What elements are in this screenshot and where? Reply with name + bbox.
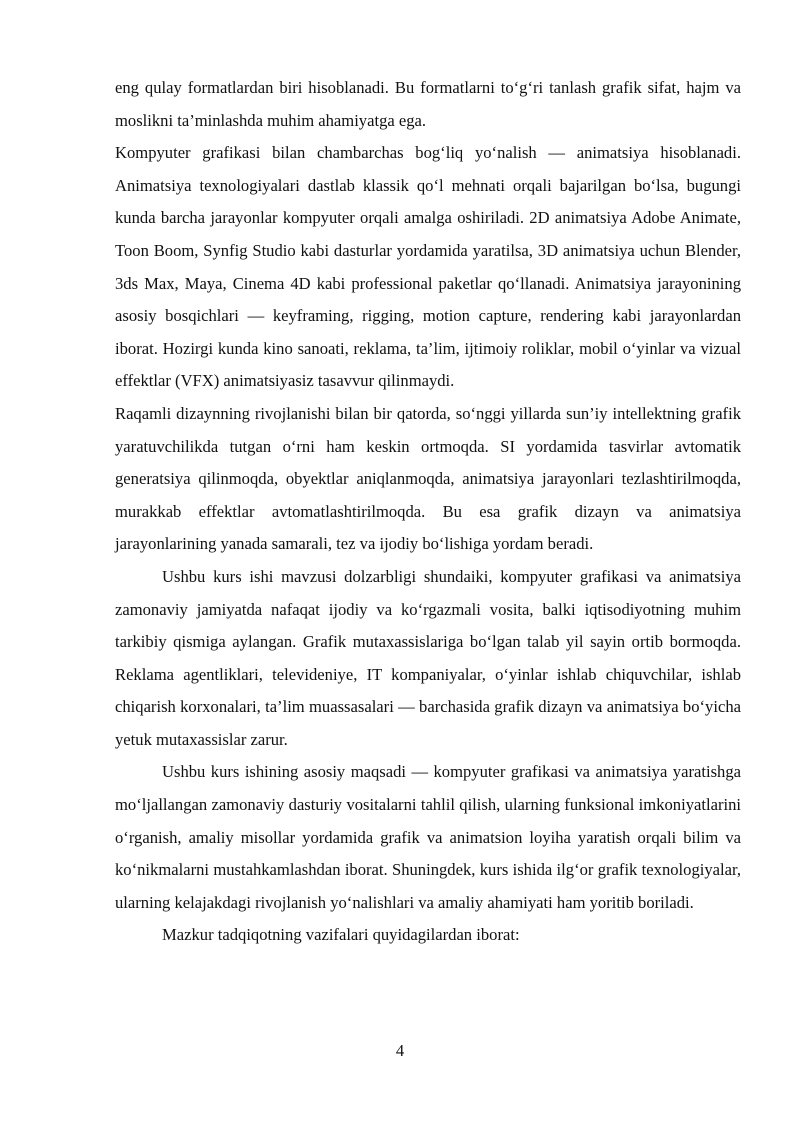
body-text <box>115 72 741 952</box>
paragraph-6: Mazkur tadqiqotning vazifalari quyidagilardan iborat: <box>162 925 520 945</box>
paragraph-4: Ushbu kurs ishi mavzusi dolzarbligi shundaiki, kompyuter grafikasi va animatsiya zamonaviy jamiyatda nafaqat ijodiy va ko‘rgazmali vosita, balki iqtisodiyotning muhim tarkibiy qismiga aylangan. Grafik mutaxassislariga bo‘lgan talab yil sayin ortib bormoqda. Reklama agentliklari, televideniye, IT kompaniyalar, o‘yinlar ishlab chiquvchilar, ishlab chiqarish korxonalari, ta’lim muassasalari — barchasida grafik dizayn va animatsiya bo‘yicha yetuk mutaxassislar zarur. <box>115 566 741 749</box>
paragraph-3: Raqamli dizaynning rivojlanishi bilan bir qatorda, so‘nggi yillarda sun’iy intellektning grafik yaratuvchilikda tutgan o‘rni ham keskin ortmoqda. SI yordamida tasvirlar avtomatik generatsiya qilinmoqda, obyektlar aniqlanmoqda, animatsiya jarayonlari tezlashtirilmoqda, murakkab effektlar avtomatlashtirilmoqda. Bu esa grafik dizayn va animatsiya jarayonlarining yanada samarali, tez va ijodiy bo‘lishiga yordam beradi. <box>115 403 741 554</box>
paragraph-2: Kompyuter grafikasi bilan chambarchas bog‘liq yo‘nalish — animatsiya hisoblanadi. Animatsiya texnologiyalari dastlab klassik qo‘l mehnati orqali bajarilgan bo‘lsa, bugungi kunda barcha jarayonlar kompyuter orqali amalga oshiriladi. 2D animatsiya Adobe Animate, Toon Boom, Synfig Studio kabi dasturlar yordamida yaratilsa, 3D animatsiya uchun Blender, 3ds Max, Maya, Cinema 4D kabi professional paketlar qo‘llanadi. Animatsiya jarayonining asosiy bosqichlari — keyframing, rigging, motion capture, rendering kabi jarayonlardan iborat. Hozirgi kunda kino sanoati, reklama, ta’lim, ijtimoiy roliklar, mobil o‘yinlar va vizual effektlar (VFX) animatsiyasiz tasavvur qilinmaydi. <box>115 143 741 391</box>
paragraph-1: eng qulay formatlardan biri hisoblanadi. Bu formatlarni to‘g‘ri tanlash grafik sifat, hajm va moslikni ta’minlashda muhim ahamiyatga ega. <box>115 78 741 130</box>
paragraph-5: Ushbu kurs ishining asosiy maqsadi — kompyuter grafikasi va animatsiya yaratishga mo‘ljallangan zamonaviy dasturiy vositalarni tahlil qilish, ularning funksional imkoniyatlarini o‘rganish, amaliy misollar yordamida grafik va animatsion loyiha yaratish orqali bilim va ko‘nikmalarni mustahkamlashdan iborat. Shuningdek, kurs ishida ilg‘or grafik texnologiyalar, ularning kelajakdagi rivojlanish yo‘nalishlari va amaliy ahamiyati ham yoritib boriladi. <box>115 762 741 912</box>
page-number: 4 <box>395 1041 405 1060</box>
